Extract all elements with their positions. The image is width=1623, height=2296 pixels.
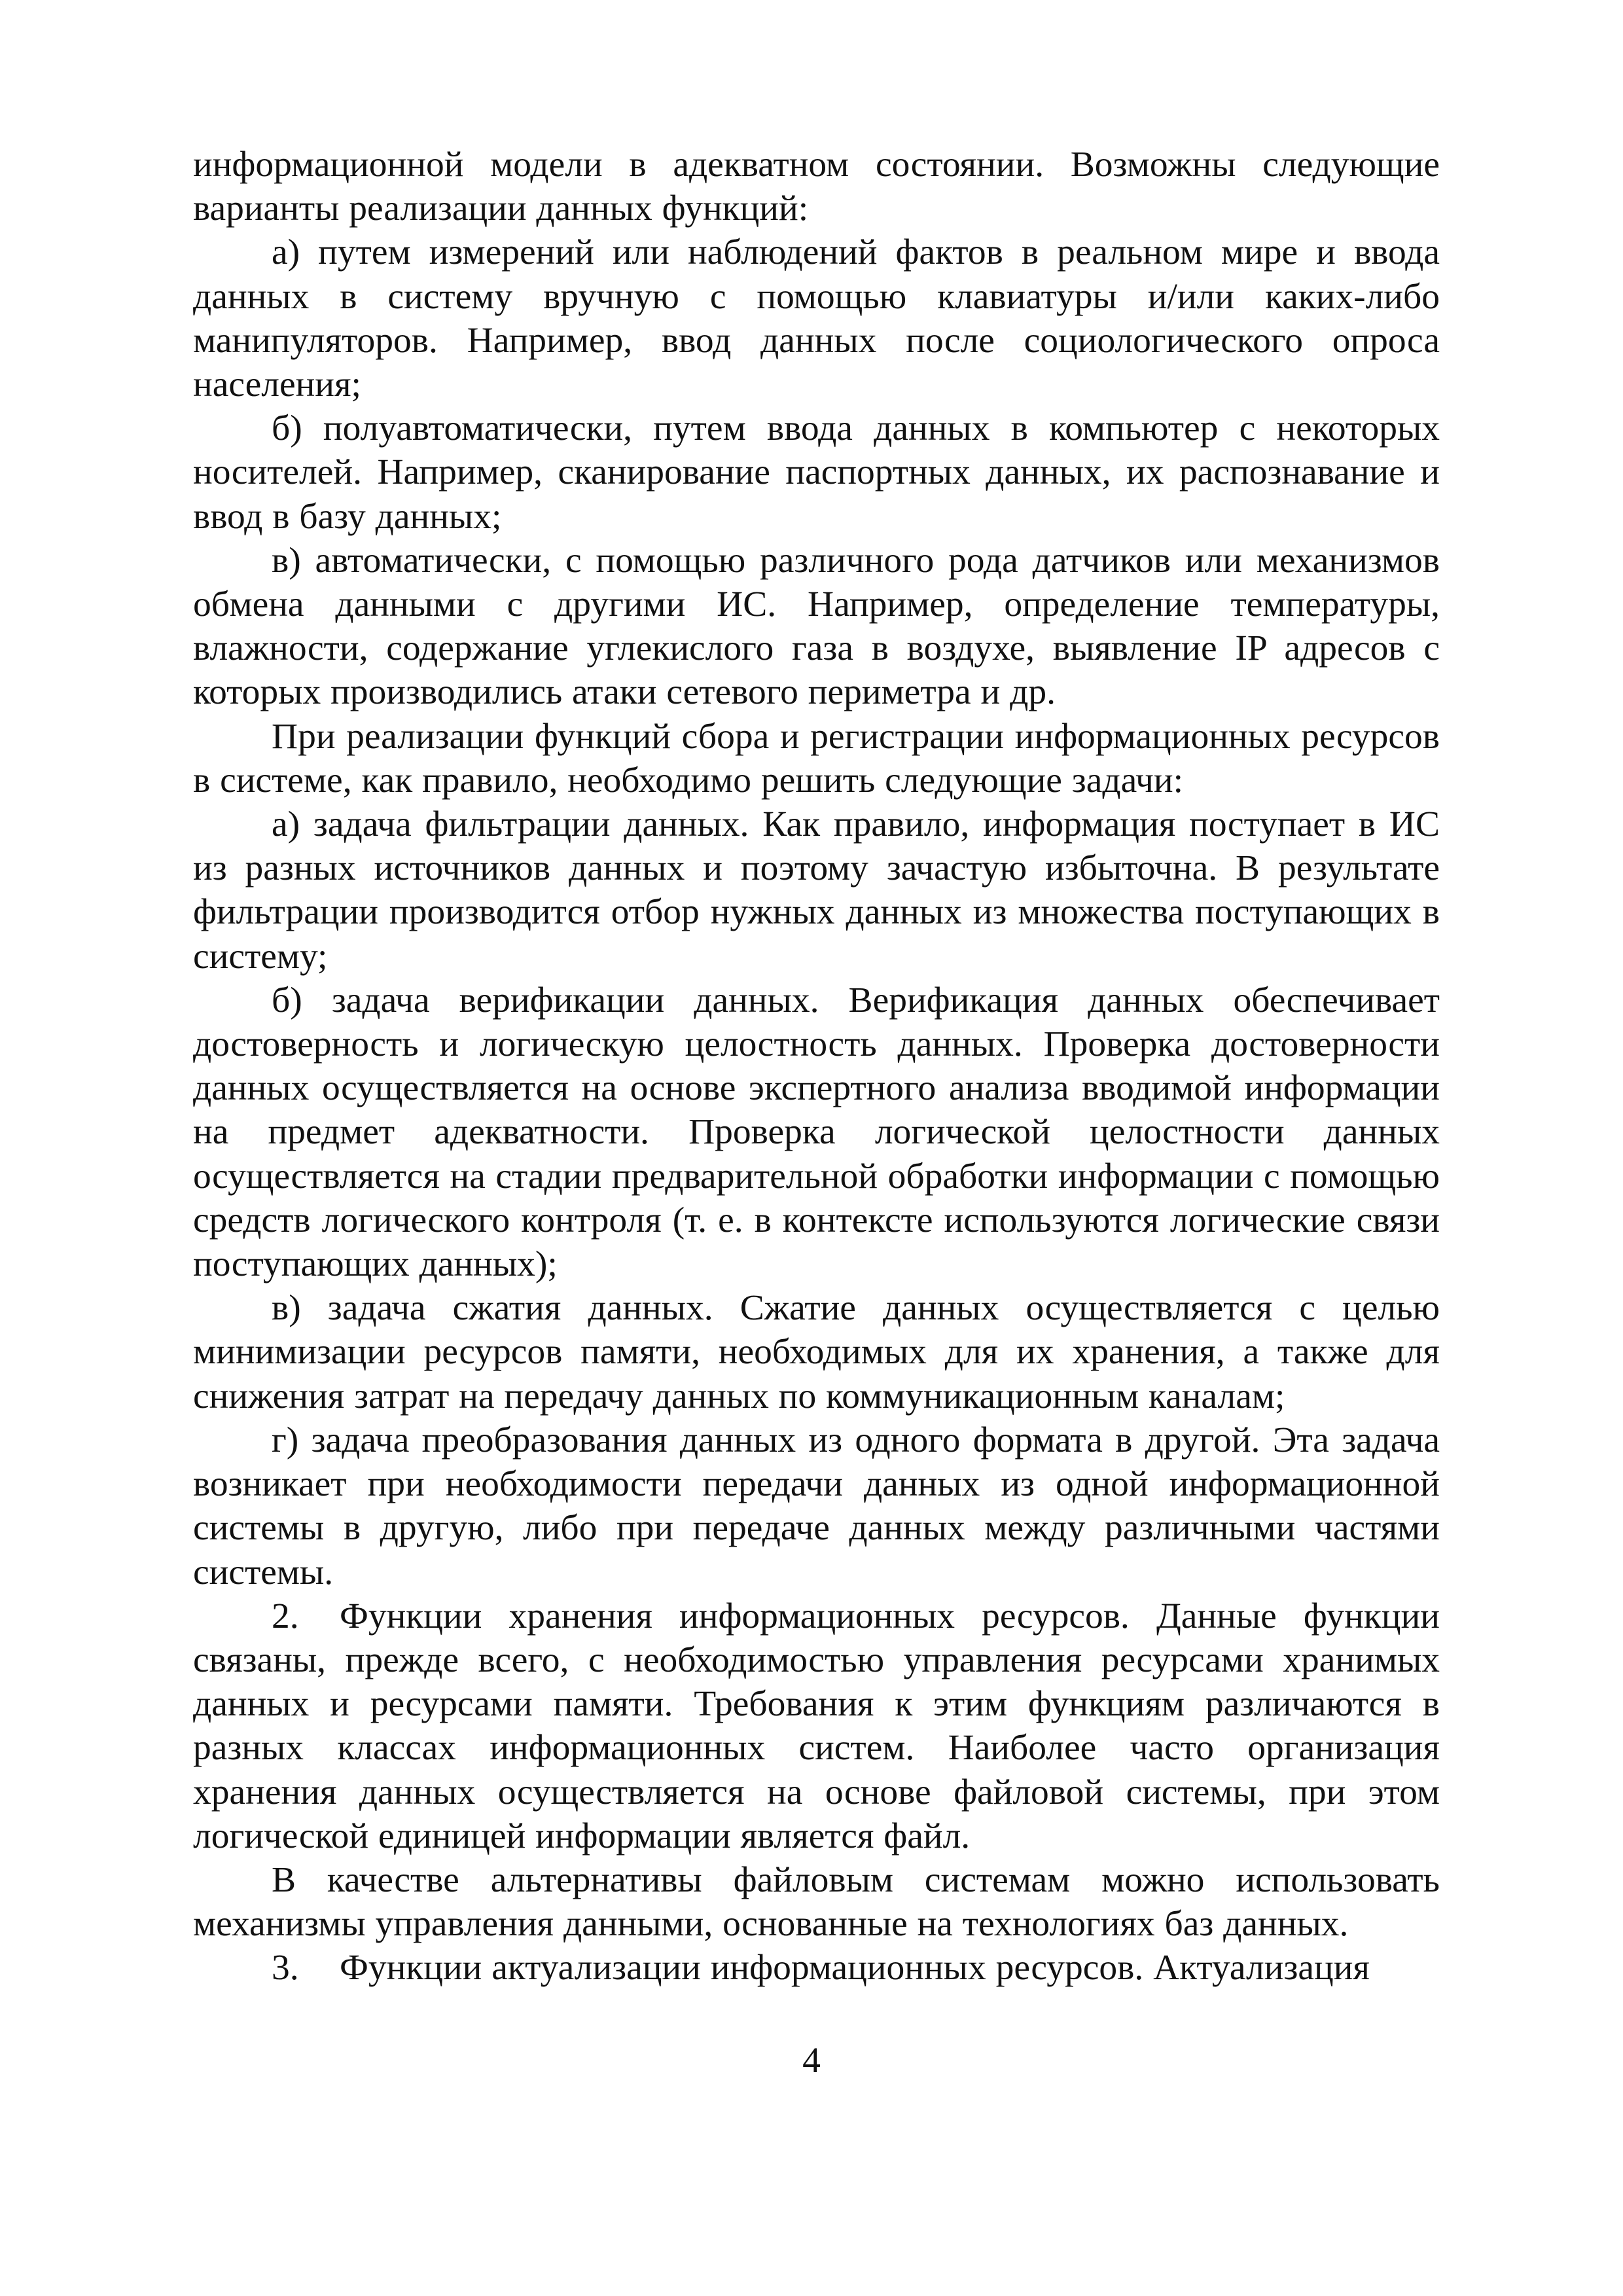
paragraph-3: б) полуавтоматически, путем ввода данных в компьютер с некоторых носителей. Например, сканирование паспортных данных, их распознавание и ввод в базу данных; [193, 408, 1440, 537]
paragraph-2: а) путем измерений или наблюдений фактов в реальном мире и ввода данных в систему вручную с помощью клавиатуры и/или каких-либо манипуляторов. Например, ввод данных после социологического опроса населения; [193, 232, 1440, 405]
numbered-item-3-number: 3. [272, 1948, 299, 1988]
paragraph-8: в) задача сжатия данных. Сжатие данных осуществляется с целью минимизации ресурсов памяти, необходимых для их хранения, а также для снижения затрат на передачу данных по коммуникационным каналам; [193, 1288, 1440, 1416]
numbered-item-2-number: 2. [272, 1596, 299, 1636]
page-body [193, 143, 1440, 1990]
page-number: 4 [802, 2041, 821, 2081]
numbered-item-2 [193, 1594, 1440, 1858]
paragraph-5: При реализации функций сбора и регистрации информационных ресурсов в системе, как правило, необходимо решить следующие задачи: [193, 716, 1440, 800]
numbered-item-3-text: Функции актуализации информационных ресурсов. Актуализация [340, 1948, 1370, 1988]
paragraph-6: а) задача фильтрации данных. Как правило, информация поступает в ИС из разных источников данных и поэтому зачастую избыточна. В результате фильтрации производится отбор нужных данных из множества поступающих в систему; [193, 804, 1440, 977]
paragraph-4: в) автоматически, с помощью различного рода датчиков или механизмов обмена данными с другими ИС. Например, определение температуры, влажности, содержание углекислого газа в воздухе, выявление IP адресов с которых производились атаки сетевого периметра и др. [193, 540, 1440, 713]
paragraph-1: информационной модели в адекватном состоянии. Возможны следующие варианты реализации данных функций: [193, 145, 1440, 229]
numbered-item-3 [193, 1946, 1440, 1990]
paragraph-alternatives: В качестве альтернативы файловым системам можно использовать механизмы управления данными, основанные на технологиях баз данных. [193, 1859, 1440, 1945]
paragraph-9: г) задача преобразования данных из одного формата в другой. Эта задача возникает при необходимости передачи данных из одной информационной системы в другую, либо при передаче данных между различными частями системы. [193, 1420, 1440, 1592]
paragraph-7: б) задача верификации данных. Верификация данных обеспечивает достоверность и логическую целостность данных. Проверка достоверности данных осуществляется на основе экспертного анализа вводимой информации на предмет адекватности. Проверка логической целостности данных осуществляется на стадии предварительной обработки информации с помощью средств логического контроля (т. е. в контексте используются логические связи поступающих данных); [193, 980, 1440, 1285]
numbered-item-2-text: Функции хранения информационных ресурсов. Данные функции связаны, прежде всего, с необходимостью управления ресурсами хранимых данных и ресурсами памяти. Требования к этим функциям различаются в разных классах информационных систем. Наиболее часто организация хранения данных осуществляется на основе файловой системы, при этом логической единицей информации является файл. [193, 1596, 1440, 1856]
